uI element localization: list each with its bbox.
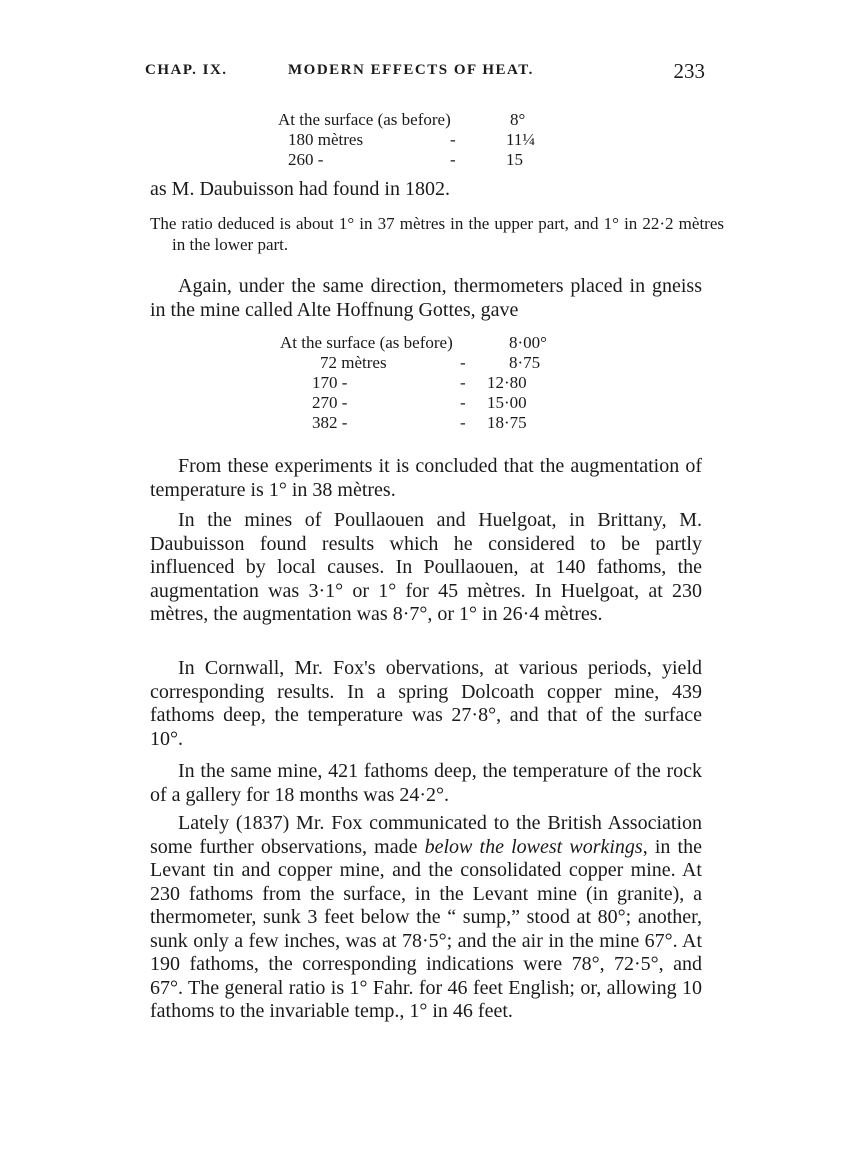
row-label: 170 - [312, 373, 348, 392]
paragraph-8-text-cont: , in the Levant tin and copper mine, and the consolidated copper mine. At 230 fathoms from the surface, in the Levant mine (in granite), a thermometer, sunk 3 feet below the “ sump,” stood at 80°; another, sunk only a few inches, was at 78·5°; and the air in the mine 67°. At 190 fathoms, the corresponding indications were 78°, 72·5°, and 67°. The general ratio is 1° Fahr. for 46 feet English; or, allowing 10 fathoms to the invariable temp., 1° in 46 feet. [150, 835, 702, 1022]
row-value: 8·00° [509, 333, 547, 352]
table-row [280, 353, 580, 373]
paragraph-3: Again, under the same direction, thermometers placed in gneiss in the mine called Alte Hoffnung Gottes, gave [150, 275, 702, 321]
row-value: 8·75 [509, 353, 541, 372]
row-label: 72 mètres [320, 353, 387, 372]
paragraph-8 [150, 812, 702, 1024]
paragraph-7: In the same mine, 421 fathoms deep, the temperature of the rock of a gallery for 18 months was 24·2°. [150, 760, 702, 806]
paragraph-1: as M. Daubuisson had found in 1802. [150, 178, 450, 200]
row-value: 18·75 [487, 413, 527, 432]
temperature-table-2 [280, 333, 580, 433]
row-separator: - [450, 130, 456, 149]
paragraph-2-note: The ratio deduced is about 1° in 37 mètres in the upper part, and 1° in 22·2 mètres in the lower part. [150, 214, 724, 254]
row-value: 8° [510, 110, 526, 129]
row-label: 270 - [312, 393, 348, 412]
row-separator: - [460, 373, 466, 392]
running-header [145, 59, 705, 88]
row-separator: - [460, 413, 466, 432]
row-label: 382 - [312, 413, 348, 432]
running-title: MODERN EFFECTS OF HEAT. [288, 62, 534, 78]
row-label: 260 - [288, 150, 324, 169]
row-separator: - [460, 353, 466, 372]
row-separator: - [450, 150, 456, 169]
paragraph-4: From these experiments it is concluded that the augmentation of temperature is 1° in 38 mètres. [150, 455, 702, 501]
row-value: 12·80 [487, 373, 527, 392]
temperature-table-1 [278, 110, 578, 170]
row-label: 180 mètres [288, 130, 364, 149]
row-value: 15 [506, 150, 523, 169]
table-row [278, 150, 578, 170]
row-value: 15·00 [487, 393, 527, 412]
row-label: At the surface (as before) [280, 333, 453, 352]
table-row [280, 373, 580, 393]
page-number: 233 [673, 59, 705, 83]
table-row [280, 413, 580, 433]
table-row [278, 110, 578, 130]
table-row [280, 393, 580, 413]
paragraph-8-text: Lately (1837) Mr. Fox communicated to the British Association some further observations, made [150, 812, 702, 858]
paragraph-8-emphasis: below the lowest workings [424, 835, 643, 858]
row-value: 11¼ [506, 130, 536, 149]
table-row [278, 130, 578, 150]
row-label: At the surface (as before) [278, 110, 451, 129]
paragraph-6: In Cornwall, Mr. Fox's obervations, at various periods, yield corresponding results. In a spring Dolcoath copper mine, 439 fathoms deep, the temperature was 27·8°, and that of the surface 10°. [150, 657, 702, 750]
chapter-label: CHAP. IX. [145, 62, 228, 78]
row-separator: - [460, 393, 466, 412]
table-row [280, 333, 580, 353]
paragraph-5: In the mines of Poullaouen and Huelgoat, in Brittany, M. Daubuisson found results which he considered to be partly influenced by local causes. In Poullaouen, at 140 fathoms, the augmentation was 3·1° or 1° for 45 mètres. In Huelgoat, at 230 mètres, the augmentation was 8·7°, or 1° in 26·4 mètres. [150, 509, 702, 625]
